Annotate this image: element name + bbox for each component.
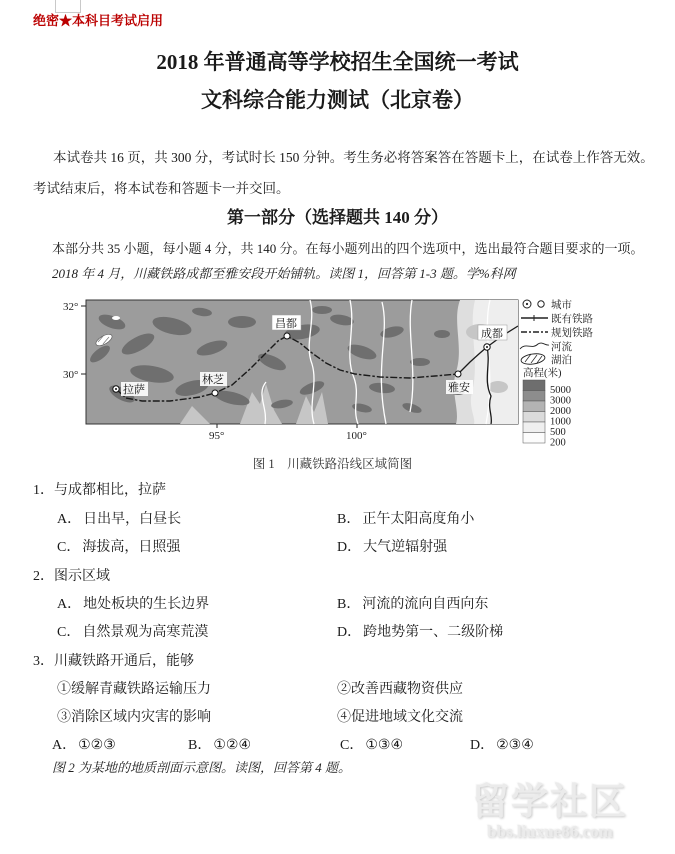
question-1-stem — [33, 479, 655, 501]
question-1-option-a: A． 日出早，白昼长 — [57, 512, 182, 527]
railway-region-map — [60, 292, 605, 447]
question-3-statements-row1 — [33, 678, 655, 700]
figure1-caption: 图 1 川藏铁路沿线区域简图 — [252, 457, 413, 471]
section-intro: 本部分共 35 小题，每小题 4 分，共 140 分。在每小题列出的四个选项中，选出最符合题目要求的一项。 — [52, 241, 644, 256]
question-1-option-d: D． 大气逆辐射强 — [337, 540, 448, 555]
lon-label-95: 95° — [209, 430, 225, 442]
city-label-lhasa: 拉萨 — [123, 384, 145, 396]
question-2-options-row2 — [33, 621, 655, 643]
question-2-options-row1 — [33, 593, 655, 615]
legend-city-label: 城市 — [551, 300, 572, 311]
question-2-option-a: A． 地处板块的生长边界 — [57, 597, 210, 612]
section-heading: 第一部分（选择题共 140 分） — [227, 208, 448, 227]
legend-planned-railway-label: 规划铁路 — [551, 328, 593, 339]
question-3-statements-row2 — [33, 706, 655, 728]
svg-text:2000: 2000 — [550, 406, 571, 417]
svg-text:5000: 5000 — [550, 385, 571, 396]
elevation-labels — [550, 385, 571, 447]
svg-text:200: 200 — [550, 437, 566, 447]
question-3-option-b: B． ①②④ — [188, 738, 251, 753]
question-2-option-b: B． 河流的流向自西向东 — [337, 597, 489, 612]
city-label-changdu: 昌都 — [275, 318, 297, 330]
question-1-option-c: C． 海拔高，日照强 — [57, 540, 181, 555]
question-2-stem — [33, 565, 655, 587]
svg-text:3000: 3000 — [550, 395, 571, 407]
watermark-url: bbs.liuxue86.com — [487, 822, 613, 841]
question-1-option-b: B． 正午太阳高度角小 — [337, 512, 475, 527]
exam-title-line2: 文科综合能力测试（北京卷） — [201, 88, 474, 112]
exam-title-line1: 2018 年普通高等学校招生全国统一考试 — [156, 50, 519, 74]
watermark-title: 留学社区 — [472, 782, 628, 823]
question-1-options-row2 — [33, 536, 655, 558]
lat-label-32: 32° — [63, 301, 79, 313]
svg-text:1000: 1000 — [550, 416, 571, 428]
elevation-scale — [523, 380, 545, 443]
question-2-number: 2． — [33, 569, 54, 584]
question-3-text: 川藏铁路开通后，能够 — [54, 654, 194, 669]
question-1-number: 1． — [33, 483, 54, 498]
statement-1: ①缓解青藏铁路运输压力 — [57, 682, 211, 697]
passage-figure2: 图 2 为某地的地质剖面示意图。读图，回答第 4 题。 — [52, 760, 352, 775]
city-label-linzhi: 林芝 — [202, 374, 224, 386]
legend-river-label: 河流 — [551, 342, 572, 353]
basin-region — [471, 300, 518, 424]
figure1-map — [60, 292, 605, 447]
question-2-text: 图示区域 — [54, 569, 110, 584]
question-3-stem — [33, 650, 655, 672]
legend-elevation-title: 高程(米) — [523, 368, 562, 379]
city-label-chengdu: 成都 — [481, 328, 503, 340]
statement-2: ②改善西藏物资供应 — [337, 682, 463, 697]
legend-lake-label: 湖泊 — [551, 355, 572, 366]
question-1-text: 与成都相比，拉萨 — [54, 483, 166, 498]
question-3-option-a: A． ①②③ — [52, 738, 116, 753]
passage-figure1: 2018 年 4 月，川藏铁路成都至雅安段开始铺轨。读图 1，回答第 1-3 题。学%科网 — [52, 266, 516, 281]
statement-3: ③消除区域内灾害的影响 — [57, 710, 211, 725]
security-marking: 绝密★本科目考试启用 — [33, 13, 164, 28]
statement-4: ④促进地域文化交流 — [337, 710, 463, 725]
map-legend — [520, 298, 593, 447]
exam-notice-line1: 本试卷共 16 页，共 300 分，考试时长 150 分钟。考生务必将答案答在答题卡上，在试卷上作答无效。 — [53, 150, 654, 165]
legend-existing-railway-label: 既有铁路 — [551, 314, 593, 325]
lon-label-100: 100° — [346, 430, 367, 442]
question-3-option-c: C． ①③④ — [340, 738, 403, 753]
question-2-option-d: D． 跨地势第一、二级阶梯 — [337, 625, 504, 640]
question-3-option-d: D． ②③④ — [470, 738, 534, 753]
city-label-yaan: 雅安 — [448, 382, 470, 394]
question-3-answer-row — [33, 734, 655, 756]
question-3-number: 3． — [33, 654, 54, 669]
site-watermark — [435, 783, 665, 841]
question-2-option-c: C． 自然景观为高寒荒漠 — [57, 625, 209, 640]
map-background — [86, 300, 518, 424]
svg-text:500: 500 — [550, 427, 566, 438]
exam-notice-line2: 考试结束后，将本试卷和答题卡一并交回。 — [33, 181, 290, 196]
question-1-options-row1 — [33, 508, 655, 530]
lat-label-30: 30° — [63, 369, 79, 381]
